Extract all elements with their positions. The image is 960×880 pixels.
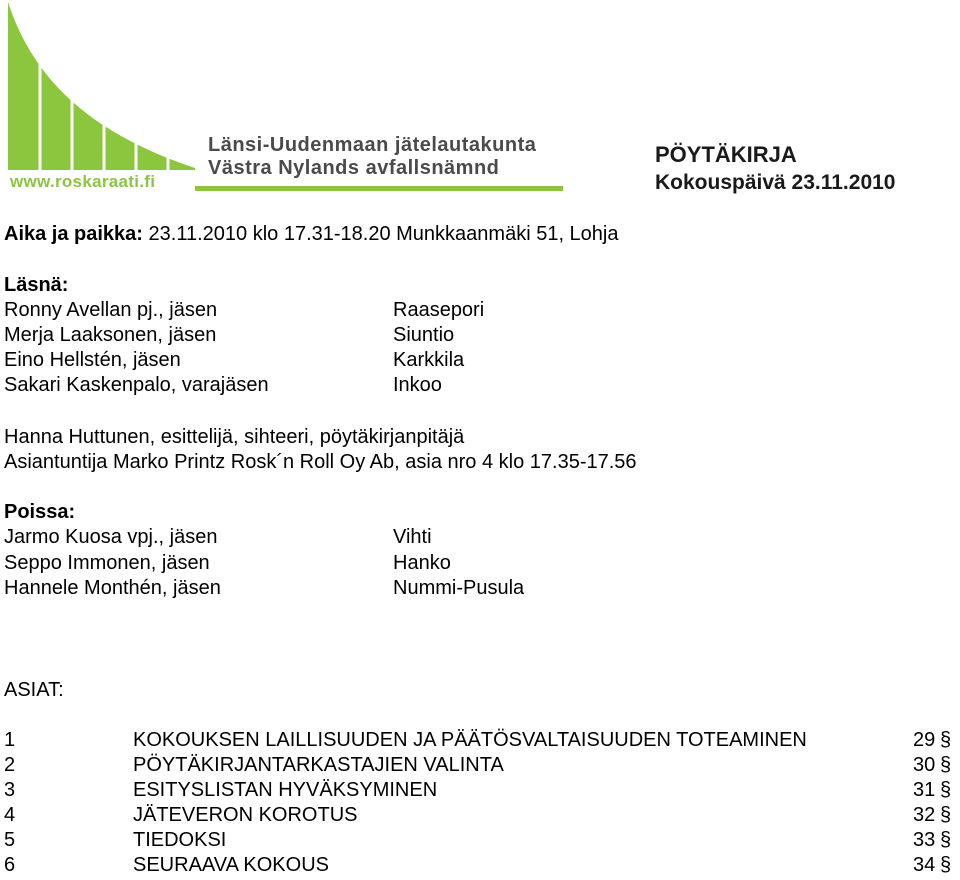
agenda-item-number: 1 (4, 729, 16, 751)
agenda-item (0, 753, 960, 778)
section-symbol: § (940, 779, 952, 801)
present-heading: Läsnä: (4, 274, 69, 296)
agenda-item (0, 803, 960, 828)
present-member-place: Karkkila (393, 349, 465, 371)
agenda-item-title: KOKOUKSEN LAILLISUUDEN JA PÄÄTÖSVALTAISUUDEN TOTEAMINEN (133, 729, 807, 751)
logo-name-finnish: Länsi-Uudenmaan jätelautakunta (208, 134, 537, 156)
agenda-item-number: 2 (4, 754, 16, 776)
agenda-item-section: 29 (913, 729, 936, 751)
present-other: Asiantuntija Marko Printz Rosk´n Roll Oy Ab, asia nro 4 klo 17.35-17.56 (4, 451, 637, 473)
absent-member-place: Hanko (393, 552, 451, 574)
present-other: Hanna Huttunen, esittelijä, sihteeri, pöytäkirjanpitäjä (4, 426, 465, 448)
agenda-item-section: 30 (913, 754, 936, 776)
agenda-item (0, 778, 960, 803)
meeting-time-place-label: Aika ja paikka: (4, 223, 143, 245)
agenda-item (0, 828, 960, 853)
agenda-item-title: TIEDOKSI (133, 829, 227, 851)
agenda-item-section: 32 (913, 804, 936, 826)
agenda-item-title: PÖYTÄKIRJANTARKASTAJIEN VALINTA (133, 754, 504, 776)
agenda-heading: ASIAT: (4, 679, 64, 701)
agenda-item-number: 4 (4, 804, 16, 826)
absent-member-place: Nummi-Pusula (393, 577, 525, 599)
section-symbol: § (940, 829, 952, 851)
meeting-time-place-value: 23.11.2010 klo 17.31-18.20 Munkkaanmäki 51, Lohja (142, 223, 619, 245)
agenda-item (0, 853, 960, 878)
section-symbol: § (940, 854, 952, 876)
agenda-item-section: 33 (913, 829, 936, 851)
logo-url: www.roskaraati.fi (10, 172, 156, 191)
present-member-name: Merja Laaksonen, jäsen (4, 324, 217, 346)
present-member-place: Inkoo (393, 374, 442, 396)
agenda-item (0, 728, 960, 753)
agenda-item-section: 31 (913, 779, 936, 801)
absent-member-name: Jarmo Kuosa vpj., jäsen (4, 526, 218, 548)
agenda-item-title: JÄTEVERON KOROTUS (133, 804, 358, 826)
section-symbol: § (940, 729, 952, 751)
agenda-item-number: 6 (4, 854, 16, 876)
present-member-place: Raasepori (393, 299, 485, 321)
absent-member-place: Vihti (393, 526, 432, 548)
organization-logo (0, 0, 580, 200)
agenda-item-number: 3 (4, 779, 16, 801)
absent-member-name: Seppo Immonen, jäsen (4, 552, 210, 574)
present-member-name: Eino Hellstén, jäsen (4, 349, 181, 371)
present-member-place: Siuntio (393, 324, 455, 346)
absent-member-name: Hannele Monthén, jäsen (4, 577, 221, 599)
meeting-date: Kokouspäivä 23.11.2010 (655, 171, 896, 194)
meeting-time-place (4, 222, 619, 246)
agenda-item-title: SEURAAVA KOKOUS (133, 854, 329, 876)
agenda-item-title: ESITYSLISTAN HYVÄKSYMINEN (133, 779, 438, 801)
present-member-name: Ronny Avellan pj., jäsen (4, 299, 218, 321)
logo-underline (195, 186, 563, 191)
agenda-item-section: 34 (913, 854, 936, 876)
logo-curve-graphic (0, 0, 200, 175)
present-member-name: Sakari Kaskenpalo, varajäsen (4, 374, 269, 396)
agenda-item-number: 5 (4, 829, 16, 851)
section-symbol: § (940, 804, 952, 826)
absent-heading: Poissa: (4, 501, 76, 523)
logo-name-swedish: Västra Nylands avfallsnämnd (208, 157, 500, 179)
section-symbol: § (940, 754, 952, 776)
document-type: PÖYTÄKIRJA (655, 142, 797, 167)
